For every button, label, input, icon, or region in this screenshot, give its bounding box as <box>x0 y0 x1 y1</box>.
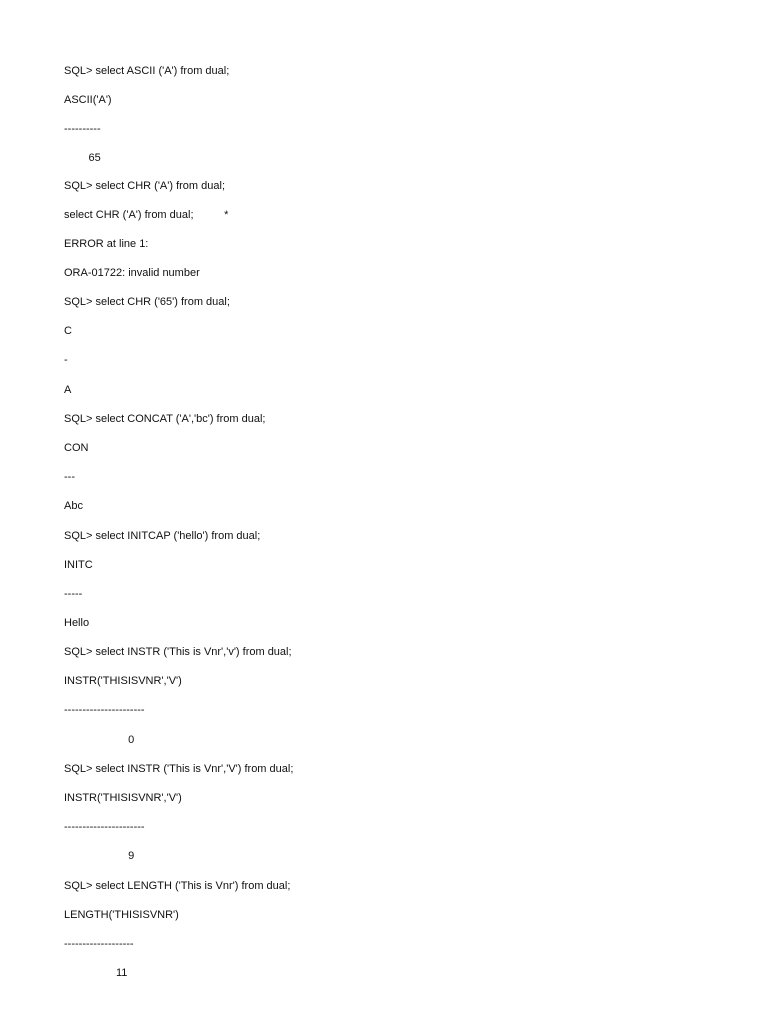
sql-command: SQL> select ASCII ('A') from dual; <box>64 65 230 77</box>
sql-command: SQL> select LENGTH ('This is Vnr') from dual; <box>64 880 291 892</box>
column-separator: - <box>64 354 68 366</box>
column-header: INSTR('THISISVNR','V') <box>64 675 182 687</box>
error-message: ORA-01722: invalid number <box>64 267 200 279</box>
result-value: Abc <box>64 500 83 512</box>
column-separator: ---------- <box>64 123 101 135</box>
error-location: ERROR at line 1: <box>64 238 149 250</box>
column-header: C <box>64 325 72 337</box>
column-header: INSTR('THISISVNR','V') <box>64 792 182 804</box>
column-header: ASCII('A') <box>64 94 112 106</box>
column-separator: ---------------------- <box>64 821 145 833</box>
column-separator: --- <box>64 471 75 483</box>
sql-command: SQL> select CONCAT ('A','bc') from dual; <box>64 413 266 425</box>
column-separator: ----- <box>64 588 83 600</box>
result-value: 11 <box>64 967 128 979</box>
column-header: LENGTH('THISISVNR') <box>64 909 179 921</box>
sql-command: SQL> select INSTR ('This is Vnr','v') from dual; <box>64 646 292 658</box>
result-value: 65 <box>64 152 101 164</box>
column-separator: ------------------- <box>64 938 134 950</box>
column-header: CON <box>64 442 89 454</box>
column-header: INITC <box>64 559 93 571</box>
column-separator: ---------------------- <box>64 704 145 716</box>
sql-command: SQL> select INITCAP ('hello') from dual; <box>64 530 261 542</box>
sql-command: SQL> select CHR ('A') from dual; <box>64 180 225 192</box>
result-value: 0 <box>64 734 135 746</box>
sql-command: SQL> select CHR ('65') from dual; <box>64 296 230 308</box>
error-echo-line: select CHR ('A') from dual; * <box>64 209 229 221</box>
sql-command: SQL> select INSTR ('This is Vnr','V') from dual; <box>64 763 294 775</box>
result-value: A <box>64 384 72 396</box>
result-value: Hello <box>64 617 90 629</box>
result-value: 9 <box>64 850 135 862</box>
